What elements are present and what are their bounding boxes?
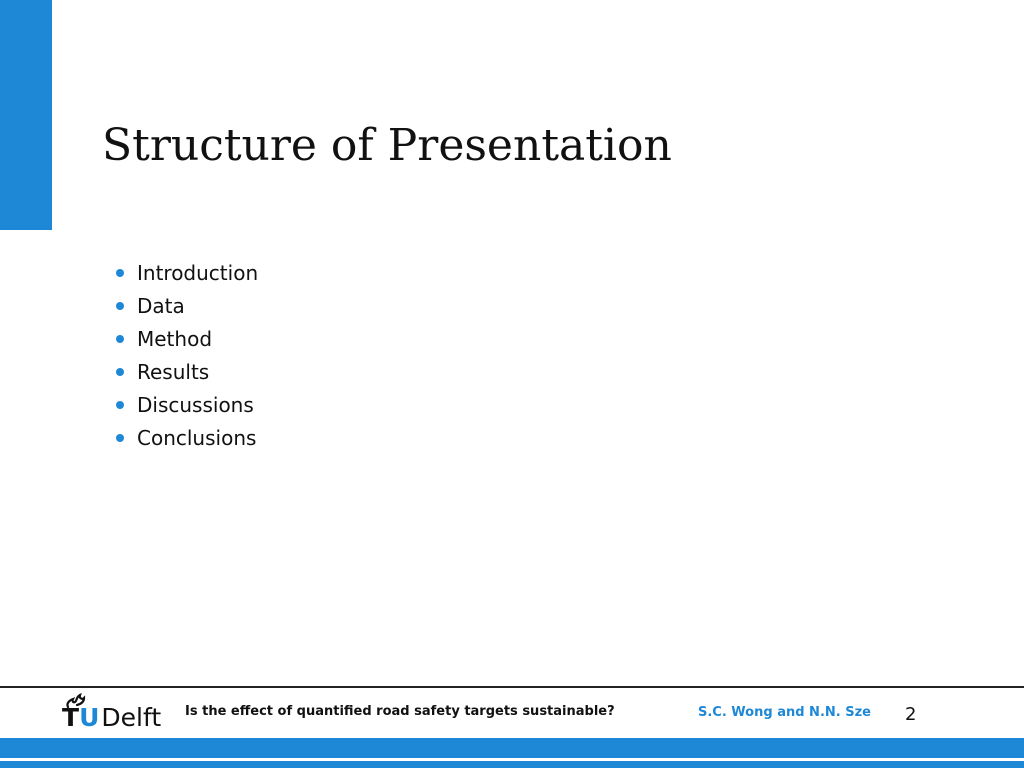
list-item [116, 421, 258, 454]
tudelft-logo [62, 692, 172, 736]
bullet-icon [116, 269, 124, 277]
logo-delft: Delft [101, 703, 162, 732]
bullet-icon [116, 368, 124, 376]
authors: S.C. Wong and N.N. Sze [698, 705, 871, 720]
list-item [116, 256, 258, 289]
list-item [116, 388, 258, 421]
bullet-list [116, 256, 258, 454]
footer-band-thin [0, 761, 1024, 768]
footer-divider [0, 686, 1024, 688]
bullet-icon [116, 434, 124, 442]
logo-letter-u: U [79, 703, 100, 732]
logo-letter-t: T [62, 703, 80, 732]
bullet-icon [116, 302, 124, 310]
page-number: 2 [905, 704, 917, 725]
accent-bar [0, 0, 52, 230]
bullet-text: Results [137, 359, 210, 384]
footer-band [0, 738, 1024, 758]
bullet-text: Method [137, 326, 213, 351]
list-item [116, 289, 258, 322]
bullet-text: Conclusions [137, 425, 257, 450]
slide-title: Structure of Presentation [102, 120, 672, 171]
bullet-text: Discussions [137, 392, 254, 417]
bullet-icon [116, 401, 124, 409]
list-item [116, 355, 258, 388]
bullet-text: Introduction [137, 260, 259, 285]
presentation-title: Is the effect of quantified road safety targets sustainable? [185, 704, 615, 719]
logo-wordmark [62, 703, 161, 733]
list-item [116, 322, 258, 355]
bullet-icon [116, 335, 124, 343]
bullet-text: Data [137, 293, 185, 318]
